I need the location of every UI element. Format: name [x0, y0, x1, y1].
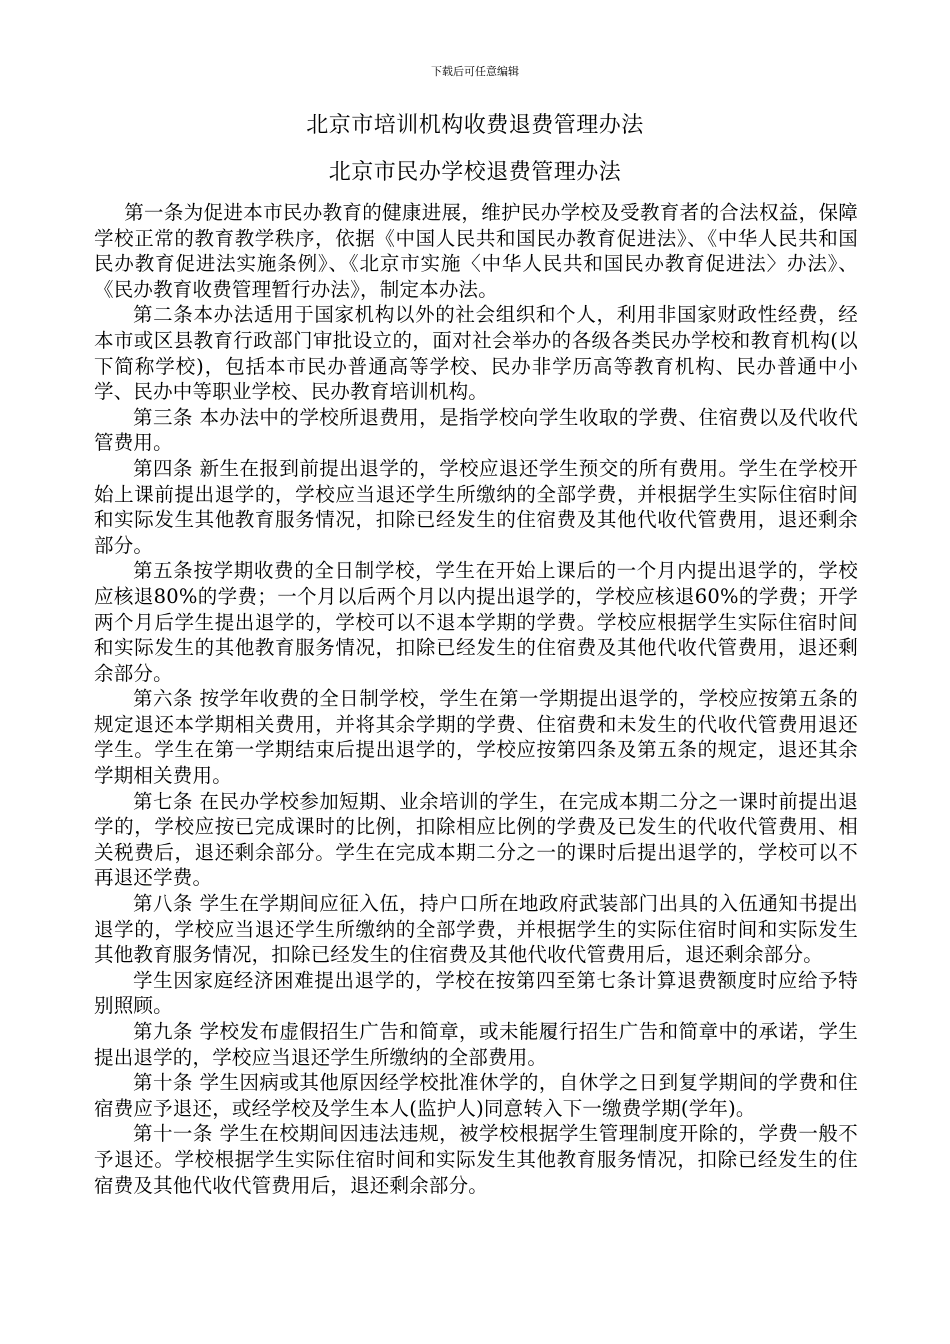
document-subtitle: 北京市民办学校退费管理办法	[328, 160, 622, 185]
document-title: 北京市培训机构收费退费管理办法	[306, 113, 644, 138]
paragraph-article-6: 第六条 按学年收费的全日制学校，学生在第一学期提出退学的，学校应按第五条的规定退还本学期相关费用，并将其余学期的学费、住宿费和未发生的代收代管费用退还学生。学生在第一学期结束后提出退学的，学校应按第四条及第五条的规定，退还其余学期相关费用。	[94, 687, 858, 788]
paragraph-article-1: 第一条为促进本市民办教育的健康进展，维护民办学校及受教育者的合法权益，保障学校正常的教育教学秩序，依据《中国人民共和国民办教育促进法》、《中华人民共和国民办教育促进法实施条例》、《北京市实施〈中华人民共和国民办教育促进法〉办法》、《民办教育收费管理暂行办法》，制定本办法。	[94, 201, 858, 301]
paragraph-article-9: 第九条 学校发布虚假招生广告和简章，或未能履行招生广告和简章中的承诺，学生提出退学的，学校应当退还学生所缴纳的全部费用。	[94, 1020, 858, 1069]
paragraph-article-5: 第五条按学期收费的全日制学校，学生在开始上课后的一个月内提出退学的，学校应核退80%的学费；一个月以后两个月以内提出退学的，学校应核退60%的学费；开学两个月后学生提出退学的，学校可以不退本学期的学费。学校应根据学生实际住宿时间和实际发生的其他教育服务情况，扣除已经发生的住宿费及其他代收代管费用，退还剩余部分。	[94, 559, 858, 685]
paragraph-article-8: 第八条 学生在学期间应征入伍，持户口所在地政府武装部门出具的入伍通知书提出退学的，学校应当退还学生所缴纳的全部学费，并根据学生的实际住宿时间和实际发生其他教育服务情况，扣除已经发生的住宿费及其他代收代管费用后，退还剩余部分。	[94, 892, 858, 967]
paragraph-article-4: 第四条 新生在报到前提出退学的，学校应退还学生预交的所有费用。学生在学校开始上课前提出退学的，学校应当退还学生所缴纳的全部学费，并根据学生实际住宿时间和实际发生其他教育服务情况，扣除已经发生的住宿费及其他代收代管费用，退还剩余部分。	[94, 456, 858, 557]
paragraph-article-11: 第十一条 学生在校期间因违法违规，被学校根据学生管理制度开除的，学费一般不予退还。学校根据学生实际住宿时间和实际发生其他教育服务情况，扣除已经发生的住宿费及其他代收代管费用后，退还剩余部分。	[94, 1122, 858, 1197]
header-note: 下载后可任意编辑	[431, 65, 519, 78]
paragraph-article-10: 第十条 学生因病或其他原因经学校批准休学的，自休学之日到复学期间的学费和住宿费应予退还，或经学校及学生本人(监护人)同意转入下一缴费学期(学年)。	[94, 1071, 858, 1120]
paragraph-article-7: 第七条 在民办学校参加短期、业余培训的学生，在完成本期二分之一课时前提出退学的，学校应按已完成课时的比例，扣除相应比例的学费及已发生的代收代管费用、相关税费后，退还剩余部分。学生在完成本期二分之一的课时后提出退学的，学校可以不再退还学费。	[94, 789, 858, 890]
paragraph-hardship-note: 学生因家庭经济困难提出退学的，学校在按第四至第七条计算退费额度时应给予特别照顾。	[94, 968, 858, 1018]
paragraph-article-2: 第二条本办法适用于国家机构以外的社会组织和个人，利用非国家财政性经费，经本市或区县教育行政部门审批设立的，面对社会举办的各级各类民办学校和教育机构(以下简称学校)，包括本市民办普通高等学校、民办非学历高等教育机构、民办普通中小学、民办中等职业学校、民办教育培训机构。	[94, 303, 858, 404]
document-body	[94, 200, 858, 1198]
paragraph-article-3: 第三条 本办法中的学校所退费用，是指学校向学生收取的学费、住宿费以及代收代管费用。	[94, 405, 858, 455]
